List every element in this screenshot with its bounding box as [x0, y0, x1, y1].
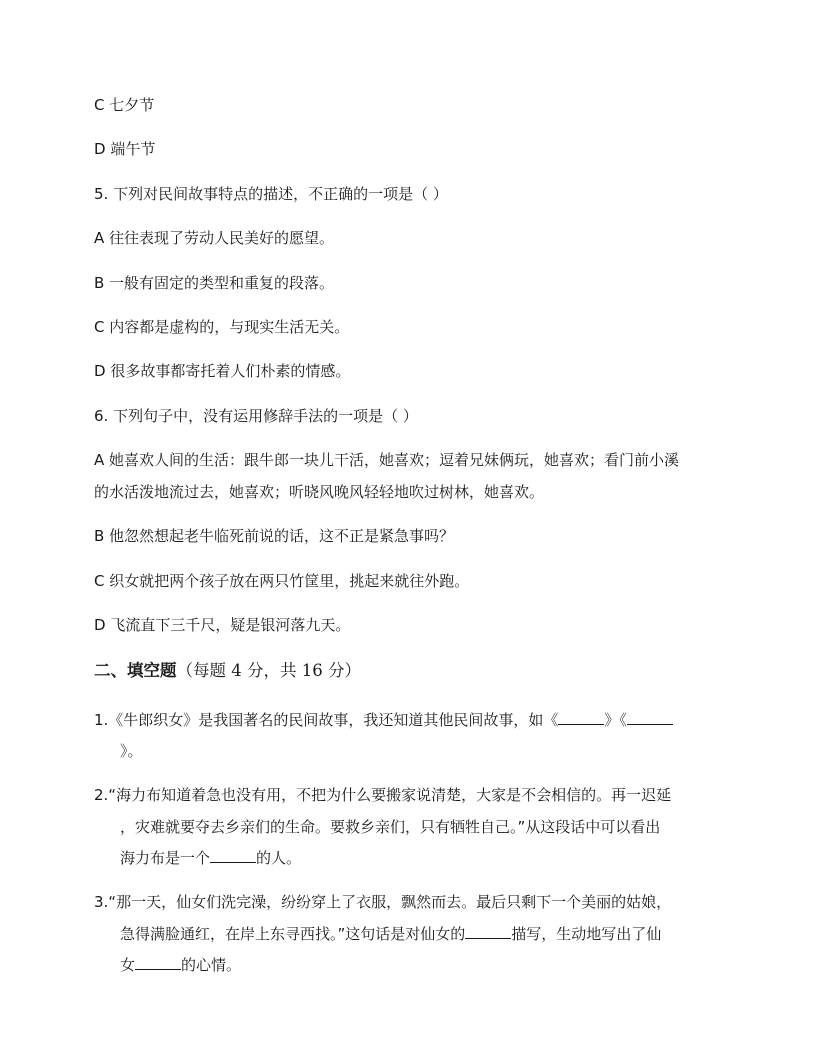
fill1-text-a: 1.《牛郎织女》是我国著名的民间故事，我还知道其他民间故事，如《 — [94, 711, 559, 729]
fill1-blank-1[interactable] — [558, 710, 604, 725]
fill3-line2 — [120, 923, 661, 945]
section-2-title-main: 二、填空题 — [94, 661, 177, 680]
section-2-title-score: （每题 4 分，共 16 分） — [176, 661, 361, 680]
fill2-line2: ，灾难就要夺去乡亲们的生命。要救乡亲们，只有牺牲自己。”从这段话中可以看出 — [120, 818, 661, 836]
q4-option-d: D 端午节 — [94, 140, 156, 158]
fill2-line1: 2.“海力布知道着急也没有用，不把为什么要搬家说清楚，大家是不会相信的。再一迟延 — [94, 786, 672, 804]
fill2-blank[interactable] — [210, 848, 256, 863]
q6-option-b: B 他忽然想起老牛临死前说的话，这不正是紧急事吗？ — [94, 527, 455, 545]
fill3-blank-2[interactable] — [135, 955, 181, 970]
fill1-text-b: 》《 — [604, 711, 627, 729]
q5-option-c: C 内容都是虚构的，与现实生活无关。 — [94, 318, 350, 336]
fill3-text-d: 的心情。 — [181, 956, 242, 974]
fill3-line3 — [120, 954, 241, 976]
q6-option-c: C 织女就把两个孩子放在两只竹筐里，挑起来就往外跑。 — [94, 572, 470, 590]
fill3-blank-1[interactable] — [465, 924, 511, 939]
q5-option-d: D 很多故事都寄托着人们朴素的情感。 — [94, 362, 351, 380]
fill3-text-a: 急得满脸通红，在岸上东寻西找。”这句话是对仙女的 — [120, 925, 466, 943]
fill1-blank-2[interactable] — [627, 710, 673, 725]
q5-option-b: B 一般有固定的类型和重复的段落。 — [94, 274, 335, 292]
fill3-text-b: 描写，生动地写出了仙 — [511, 925, 662, 943]
fill3-line1: 3.“那一天，仙女们洗完澡，纷纷穿上了衣服，飘然而去。最后只剩下一个美丽的姑娘， — [94, 893, 672, 911]
fill2-line3 — [120, 847, 301, 869]
q5-stem: 5. 下列对民间故事特点的描述，不正确的一项是（ ） — [94, 185, 448, 203]
q6-stem: 6. 下列句子中，没有运用修辞手法的一项是（ ） — [94, 407, 418, 425]
q6-option-a-line2: 的水活泼地流过去，她喜欢；听晓风晚风轻轻地吹过树林，她喜欢。 — [94, 483, 545, 501]
fill3-text-c: 女 — [120, 956, 136, 974]
fill1-line2: 》。 — [120, 742, 143, 760]
section-2-title — [94, 659, 361, 683]
q4-option-c: C 七夕节 — [94, 96, 155, 114]
fill2-text-b: 的人。 — [256, 849, 302, 867]
q6-option-d: D 飞流直下三千尺，疑是银河落九天。 — [94, 616, 351, 634]
q6-option-a-line1: A 她喜欢人间的生活：跟牛郎一块儿干活，她喜欢；逗着兄妹俩玩，她喜欢；看门前小溪 — [94, 451, 680, 469]
fill2-text-a: 海力布是一个 — [120, 849, 211, 867]
fill1-line1 — [94, 709, 673, 731]
q5-option-a: A 往往表现了劳动人民美好的愿望。 — [94, 229, 335, 247]
